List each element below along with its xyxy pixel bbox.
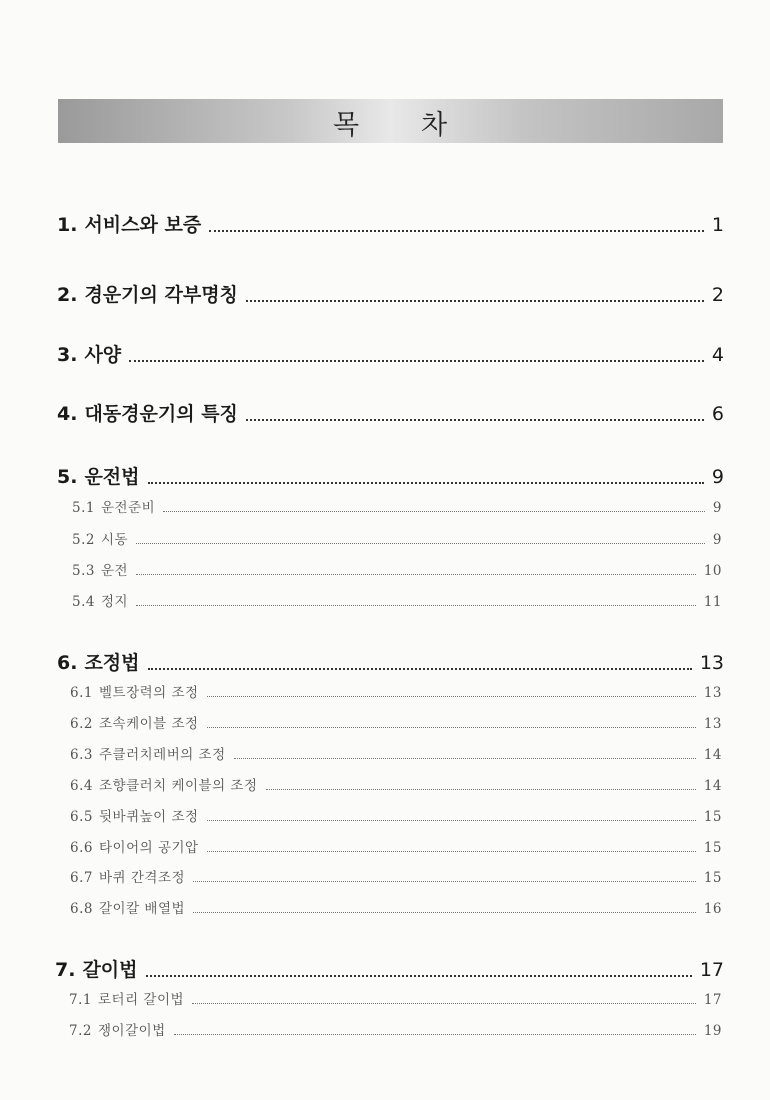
entry-title: 정지: [100, 594, 129, 610]
entry-number: 5.2: [72, 532, 95, 548]
entry-page: 19: [703, 1023, 722, 1039]
entry-title: 경운기의 각부명칭: [84, 284, 238, 306]
entry-page: 6: [711, 403, 724, 425]
entry-page: 2: [711, 284, 724, 306]
entry-page: 13: [703, 716, 722, 732]
entry-number: 6.5: [70, 809, 93, 825]
entry-number: 6.2: [70, 716, 93, 732]
entry-number: 1.: [57, 214, 78, 236]
entry-title: 운전준비: [100, 500, 156, 516]
toc-entry-3[interactable]: [57, 340, 724, 367]
dot-leader: [207, 819, 696, 821]
entry-title: 타이어의 공기압: [98, 840, 199, 856]
dot-leader: [174, 1033, 696, 1035]
entry-number: 5.4: [72, 594, 95, 610]
entry-number: 6.: [57, 652, 78, 674]
dot-leader: [246, 299, 704, 302]
entry-page: 9: [712, 532, 722, 548]
entry-number: 6.8: [70, 901, 93, 917]
toc-subentry-5-4[interactable]: [72, 590, 722, 610]
toc-entry-6[interactable]: [57, 648, 724, 675]
dot-leader: [146, 974, 692, 977]
entry-title: 운전: [100, 563, 129, 579]
entry-page: 17: [703, 992, 722, 1008]
entry-page: 13: [699, 652, 724, 674]
dot-leader: [136, 573, 696, 575]
entry-title: 사양: [84, 344, 122, 366]
entry-number: 6.7: [70, 870, 93, 886]
toc-subentry-6-1[interactable]: [70, 681, 722, 701]
toc-subentry-7-2[interactable]: [69, 1019, 722, 1039]
entry-number: 2.: [57, 284, 78, 306]
entry-page: 13: [703, 685, 722, 701]
entry-number: 6.6: [70, 840, 93, 856]
entry-number: 7.: [55, 959, 76, 981]
entry-page: 15: [703, 840, 722, 856]
entry-title: 운전법: [84, 466, 140, 488]
entry-number: 5.3: [72, 563, 95, 579]
dot-leader: [163, 510, 705, 512]
entry-title: 갈이칼 배열법: [98, 901, 186, 917]
entry-page: 15: [703, 809, 722, 825]
dot-leader: [148, 667, 692, 670]
entry-page: 16: [703, 901, 722, 917]
title-char-2: 차: [421, 110, 448, 141]
dot-leader: [246, 418, 704, 421]
toc-entry-4[interactable]: [57, 399, 724, 426]
entry-title: 대동경운기의 특징: [84, 403, 238, 425]
entry-title: 서비스와 보증: [84, 214, 202, 236]
entry-title: 조향클러치 케이블의 조정: [98, 778, 258, 794]
entry-number: 7.2: [69, 1023, 92, 1039]
dot-leader: [207, 695, 696, 697]
entry-number: 4.: [57, 403, 78, 425]
entry-title: 로터리 갈이법: [97, 992, 185, 1008]
entry-page: 10: [703, 563, 722, 579]
entry-title: 바퀴 간격조정: [98, 870, 186, 886]
toc-subentry-6-5[interactable]: [70, 805, 722, 825]
toc-subentry-6-6[interactable]: [70, 836, 722, 856]
toc-subentry-7-1[interactable]: [69, 988, 722, 1008]
entry-title: 주클러치레버의 조정: [98, 747, 226, 763]
title-char-1: 목: [333, 110, 360, 141]
entry-page: 15: [703, 870, 722, 886]
toc-entry-7[interactable]: [55, 955, 724, 982]
dot-leader: [207, 850, 696, 852]
entry-page: 4: [711, 344, 724, 366]
entry-page: 9: [712, 500, 722, 516]
dot-leader: [129, 359, 704, 362]
entry-number: 3.: [57, 344, 78, 366]
toc-entry-5[interactable]: [57, 462, 724, 489]
toc-entry-1[interactable]: [57, 210, 724, 237]
toc-subentry-6-7[interactable]: [70, 866, 722, 886]
entry-title: 시동: [100, 532, 129, 548]
dot-leader: [234, 757, 696, 759]
toc-subentry-5-2[interactable]: [72, 528, 722, 548]
entry-page: 1: [711, 214, 724, 236]
entry-page: 14: [703, 778, 722, 794]
entry-page: 11: [703, 594, 722, 610]
entry-number: 5.: [57, 466, 78, 488]
entry-title: 쟁이갈이법: [97, 1023, 166, 1039]
toc-subentry-5-3[interactable]: [72, 559, 722, 579]
entry-title: 조속케이블 조정: [98, 716, 199, 732]
dot-leader: [136, 542, 705, 544]
entry-title: 벨트장력의 조정: [98, 685, 199, 701]
dot-leader: [209, 229, 704, 232]
title-bar: [58, 99, 723, 143]
entry-page: 14: [703, 747, 722, 763]
entry-number: 6.1: [70, 685, 93, 701]
dot-leader: [136, 604, 696, 606]
dot-leader: [266, 788, 696, 790]
entry-number: 7.1: [69, 992, 92, 1008]
toc-subentry-6-2[interactable]: [70, 712, 722, 732]
entry-page: 17: [699, 959, 724, 981]
toc-subentry-6-3[interactable]: [70, 743, 722, 763]
dot-leader: [148, 481, 704, 484]
entry-title: 갈이법: [82, 959, 138, 981]
dot-leader: [207, 726, 696, 728]
entry-title: 뒷바퀴높이 조정: [98, 809, 199, 825]
entry-number: 6.3: [70, 747, 93, 763]
toc-subentry-6-8[interactable]: [70, 897, 722, 917]
entry-number: 6.4: [70, 778, 93, 794]
dot-leader: [193, 911, 696, 913]
toc-subentry-6-4[interactable]: [70, 774, 722, 794]
entry-page: 9: [711, 466, 724, 488]
dot-leader: [193, 880, 696, 882]
toc-subentry-5-1[interactable]: [72, 496, 722, 516]
entry-number: 5.1: [72, 500, 95, 516]
dot-leader: [192, 1002, 696, 1004]
entry-title: 조정법: [84, 652, 140, 674]
toc-entry-2[interactable]: [57, 280, 724, 307]
